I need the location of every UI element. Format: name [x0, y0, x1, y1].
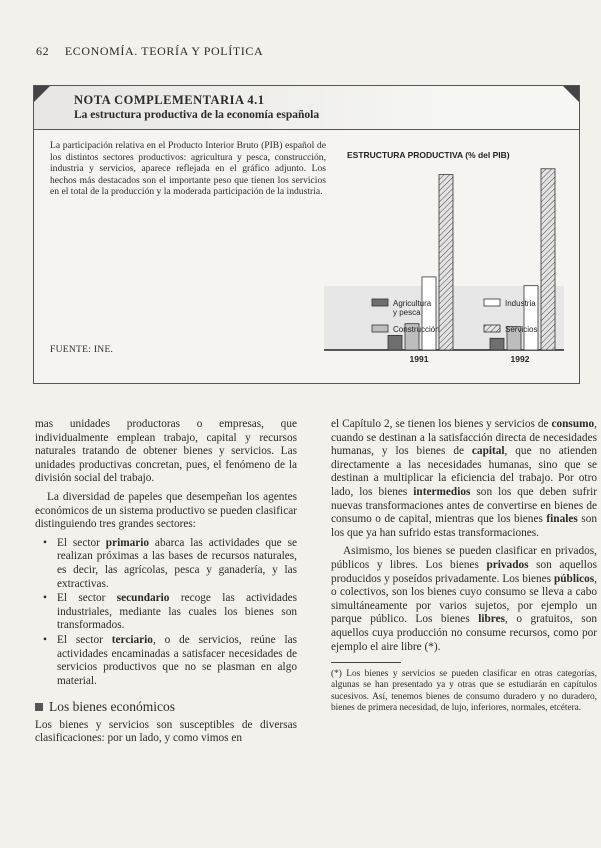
bar-agricultura-y-pesca-1991 — [388, 335, 402, 350]
legend-label-servicios: Servicios — [505, 325, 538, 334]
chart-title: ESTRUCTURA PRODUCTIVA (% del PIB) — [347, 150, 510, 160]
sector-list — [35, 537, 297, 689]
text-run: Asimismo, los bienes se pueden clasificar en privados, públicos y libres. Los bienes — [331, 545, 597, 571]
year-label-1991: 1991 — [409, 354, 429, 364]
bar-servicios-1991 — [439, 175, 453, 350]
legend-label-construccion: Construcción — [393, 325, 440, 334]
text-run: el Capítulo 2, se tienen los bienes y servicios de — [331, 418, 552, 430]
running-title: ECONOMÍA. TEORÍA Y POLÍTICA — [64, 44, 264, 58]
text-run: , que no atienden directamente a las necesidades humanas, sino que se destinan a multiplicar la eficiencia del trabajo. Por otro lado, los bienes — [331, 445, 597, 498]
list-item — [57, 537, 297, 591]
chart-canvas — [324, 136, 564, 366]
square-bullet-icon — [35, 703, 43, 711]
list-text: El sector — [57, 592, 117, 605]
paragraph: Los bienes y servicios son susceptibles de diversas clasificaciones: por un lado, y como vimos en — [35, 718, 297, 745]
note-source: FUENTE: INE. — [50, 345, 114, 355]
corner-triangle-icon — [34, 86, 50, 102]
paragraph — [331, 545, 597, 654]
legend-swatch-agricultura-y-pesca — [372, 299, 388, 306]
list-text: abarca las actividades que se realizan próximas a las bases de recursos naturales, es decir, las agrícolas, pesca y ganadería, y las extractivas. — [57, 536, 297, 590]
text-run: son los que deben sufrir nuevas transformaciones antes de convertirse en bienes de consumo o de capital, mientras que los bienes — [331, 485, 597, 526]
list-item — [57, 592, 297, 633]
text-run: , o gratuitos, son aquellos cuya producción no consume recursos, como por ejemplo el aire libre (*). — [331, 613, 597, 653]
section-heading-text: Los bienes económicos — [49, 699, 175, 715]
list-text: El sector — [57, 536, 106, 549]
list-text: recoge las actividades industriales, mediante las cuales los bienes son transformados. — [57, 592, 297, 632]
complementary-note-box — [33, 85, 580, 384]
productive-structure-chart — [324, 136, 564, 366]
text-run: , o colectivos, son los bienes cuyo consumo se lleva a cabo simultáneamente por varios sujetos, por ejemplo un parque público. Los bienes — [331, 572, 597, 626]
term-publicos: públicos — [553, 572, 595, 585]
paragraph — [331, 418, 597, 540]
list-term: terciario — [111, 633, 153, 646]
legend-swatch-construccion — [372, 325, 388, 332]
right-column — [331, 418, 597, 714]
note-text: La participación relativa en el Producto Interior Bruto (PIB) español de los distintos sectores productivos: agricultura y pesca, construcción, industria y servicios, aparece reflejada en el gráfico adjunto. Los hechos más destacados son el importante peso que tienen los servicios en el total de la producción y la moderada participación de la industria. — [50, 140, 326, 198]
note-title: NOTA COMPLEMENTARIA 4.1 — [74, 93, 265, 107]
legend-label-agricultura-y-pesca: Agricultura y pesca — [393, 299, 432, 317]
page-number: 62 — [36, 44, 50, 58]
legend-label-industria: Industria — [505, 299, 536, 308]
running-header — [36, 44, 576, 59]
note-subtitle: La estructura productiva de la economía española — [74, 109, 320, 121]
year-label-1992: 1992 — [510, 354, 530, 364]
text-run: son aquellos producidos y poseídos privadamente. Los bienes — [331, 558, 597, 585]
bar-industria-1991 — [422, 277, 436, 350]
term-finales: finales — [546, 513, 578, 526]
paragraph: La diversidad de papeles que desempeñan los agentes económicos de un sistema productivo se pueden clasificar distinguiendo tres grandes sectores: — [35, 490, 297, 531]
term-capital: capital — [471, 445, 505, 458]
list-text: El sector — [57, 633, 112, 646]
footnote-rule — [331, 662, 401, 663]
left-column — [35, 418, 297, 751]
list-text: , o de servicios, reúne las actividades encaminadas a satisfacer necesidades de servicios productivos que no se plasman en algo material. — [57, 633, 297, 687]
corner-triangle-icon — [563, 86, 579, 102]
footnote: (*) Los bienes y servicios se pueden clasificar en otras categorías, algunas se han presentado ya y otras que se estudiarán en capítulos sucesivos. Así, tenemos bienes de consumo duradero y no duradero, bienes de primera necesidad, de lujo, inferiores, normales, etcétera. — [331, 669, 597, 713]
section-heading — [35, 700, 297, 714]
text-run: , cuando se destinan a la satisfacción directa de necesidades humanas, y los bienes de — [331, 418, 597, 458]
legend-swatch-industria — [484, 299, 500, 306]
list-term: primario — [105, 536, 150, 549]
list-term: secundario — [116, 592, 170, 605]
bar-industria-1992 — [524, 286, 538, 350]
bar-servicios-1992 — [541, 169, 555, 350]
bar-agricultura-y-pesca-1992 — [490, 338, 504, 350]
term-libres: libres — [478, 613, 505, 626]
term-privados: privados — [486, 558, 529, 571]
note-header — [34, 86, 579, 130]
paragraph: mas unidades productoras o empresas, que individualmente emplean trabajo, capital y recursos naturales tratando de obtener bienes y servicios. Las unidades productivas concretan, pues, el fenómeno de la división social del trabajo. — [35, 418, 297, 485]
list-item — [57, 634, 297, 688]
legend-swatch-servicios — [484, 325, 500, 332]
term-intermedios: intermedios — [413, 485, 471, 498]
term-consumo: consumo — [551, 418, 595, 430]
text-run: son los que ya han sufrido estas transformaciones. — [331, 513, 597, 539]
